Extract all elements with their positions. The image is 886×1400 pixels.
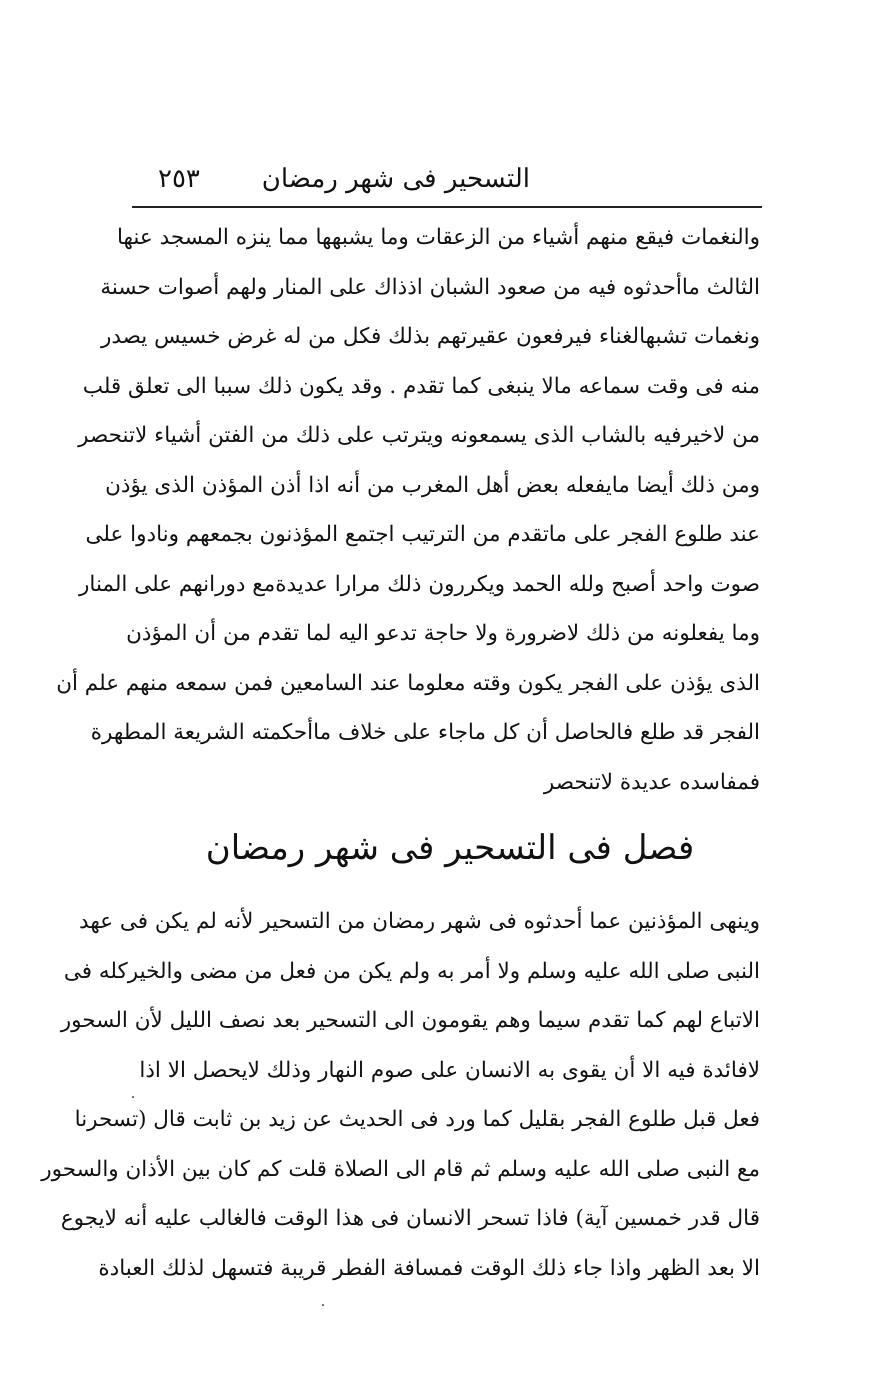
text-line: من لاخيرفيه بالشاب الذى يسمعونه ويترتب على ذلك من الفتن أشياء لاتنحصر bbox=[78, 423, 760, 448]
text-line: الا بعد الظهر واذا جاء ذلك الوقت فمسافة الفطر قريبة فتسهل لذلك العبادة bbox=[98, 1255, 760, 1281]
text-line: مع النبى صلى الله عليه وسلم ثم قام الى الصلاة قلت كم كان بين الأذان والسحور bbox=[41, 1156, 760, 1182]
text-line: فعل قبل طلوع الفجر بقليل كما ورد فى الحديث عن زيد بن ثابت قال (تسحرنا bbox=[74, 1107, 760, 1132]
text-line: منه فى وقت سماعه مالا ينبغى كما تقدم . وقد يكون ذلك سببا الى تعلق قلب bbox=[82, 373, 760, 399]
text-line: وما يفعلونه من ذلك لاضرورة ولا حاجة تدعو اليه لما تقدم من أن المؤذن bbox=[126, 621, 760, 646]
text-line: الذى يؤذن على الفجر يكون وقته معلوما عند السامعين فمن سمعه منهم علم أن bbox=[56, 670, 760, 696]
page-number: ٢٥٣ bbox=[158, 164, 200, 194]
section-heading: فصل فى التسحير فى شهر رمضان bbox=[205, 828, 695, 868]
text-line: الفجر قد طلع فالحاصل أن كل ماجاء على خلاف ماأحكمته الشريعة المطهرة bbox=[90, 720, 760, 745]
text-line: لافائدة فيه الا أن يقوى به الانسان على صوم النهار وذلك لايحصل الا اذا bbox=[139, 1057, 760, 1083]
paragraph-1 bbox=[56, 213, 760, 807]
header-rule bbox=[132, 206, 762, 208]
text-line: ونغمات تشبهالغناء فيرفعون عقيرتهم بذلك فكل من له غرض خسيس يصدر bbox=[100, 324, 760, 349]
paragraph-2 bbox=[41, 897, 760, 1293]
text-line: قال قدر خمسين آية) فاذا تسحر الانسان فى هذا الوقت فالغالب عليه أنه لايجوع bbox=[60, 1206, 760, 1231]
text-line: عند طلوع الفجر على ماتقدم من الترتيب اجتمع المؤذنون بجمعهم ونادوا على bbox=[85, 522, 760, 547]
text-line: النبى صلى الله عليه وسلم ولا أمر به ولم يكن من فعل من مضى والخيركله فى bbox=[63, 958, 760, 984]
scan-speck bbox=[322, 1304, 324, 1306]
text-line: والنغمات فيقع منهم أشياء من الزعقات وما يشبهها مما ينزه المسجد عنها bbox=[116, 225, 760, 250]
scan-speck bbox=[132, 1096, 134, 1098]
text-line: وينهى المؤذنين عما أحدثوه فى شهر رمضان من التسحير لأنه لم يكن فى عهد bbox=[79, 909, 760, 934]
text-line: الثالث ماأحدثوه فيه من صعود الشبان اذذاك على المنار ولهم أصوات حسنة bbox=[100, 274, 760, 300]
page-header bbox=[130, 160, 760, 204]
text-line: الاتباع لهم كما تقدم سيما وهم يقومون الى التسحير بعد نصف الليل لأن السحور bbox=[60, 1008, 760, 1033]
text-line: ومن ذلك أيضا مايفعله بعض أهل المغرب من أنه اذا أذن المؤذن الذى يؤذن bbox=[105, 472, 760, 498]
running-title: التسحير فى شهر رمضان bbox=[261, 164, 530, 194]
text-line: صوت واحد أصبح ولله الحمد ويكررون ذلك مرارا عديدةمع دورانهم على المنار bbox=[79, 571, 760, 597]
text-line: فمفاسده عديدة لاتنحصر bbox=[543, 769, 760, 795]
